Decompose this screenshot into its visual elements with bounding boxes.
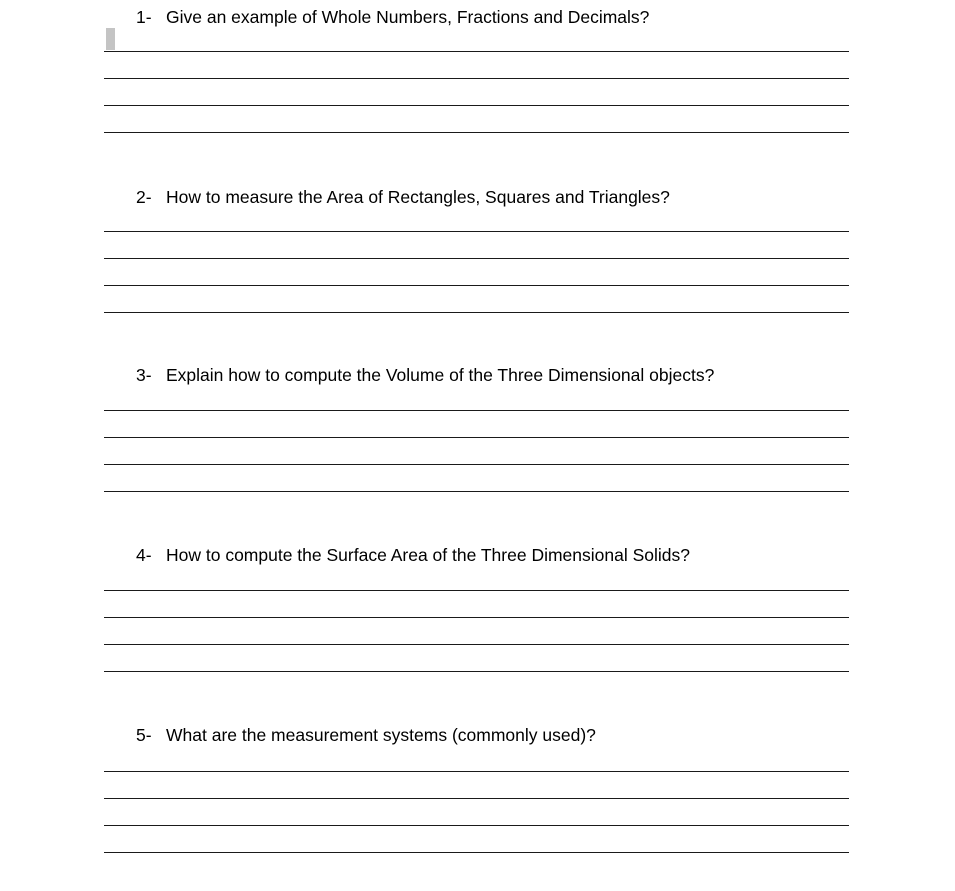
- answer-line[interactable]: [104, 231, 849, 232]
- answer-line[interactable]: [104, 312, 849, 313]
- text-cursor-marker: [106, 28, 115, 50]
- answer-line[interactable]: [104, 258, 849, 259]
- answer-line[interactable]: [104, 617, 849, 618]
- question-2: [136, 186, 670, 208]
- question-1: [136, 6, 649, 28]
- question-text: What are the measurement systems (commonly used)?: [166, 725, 596, 745]
- answer-line[interactable]: [104, 771, 849, 772]
- answer-line[interactable]: [104, 437, 849, 438]
- question-4: [136, 544, 690, 566]
- question-number: 4-: [136, 545, 152, 565]
- answer-line[interactable]: [104, 590, 849, 591]
- question-number: 2-: [136, 187, 152, 207]
- answer-line[interactable]: [104, 644, 849, 645]
- answer-line[interactable]: [104, 852, 849, 853]
- answer-line[interactable]: [104, 410, 849, 411]
- question-text: How to measure the Area of Rectangles, Squares and Triangles?: [166, 187, 670, 207]
- answer-line[interactable]: [104, 105, 849, 106]
- answer-line[interactable]: [104, 798, 849, 799]
- question-number: 5-: [136, 725, 152, 745]
- answer-line[interactable]: [104, 464, 849, 465]
- question-5: [136, 724, 596, 746]
- answer-line[interactable]: [104, 671, 849, 672]
- question-number: 3-: [136, 365, 152, 385]
- answer-line[interactable]: [104, 51, 849, 52]
- question-3: [136, 364, 714, 386]
- question-text: How to compute the Surface Area of the Three Dimensional Solids?: [166, 545, 690, 565]
- question-text: Explain how to compute the Volume of the Three Dimensional objects?: [166, 365, 715, 385]
- answer-line[interactable]: [104, 491, 849, 492]
- question-number: 1-: [136, 7, 152, 27]
- answer-line[interactable]: [104, 285, 849, 286]
- question-text: Give an example of Whole Numbers, Fractions and Decimals?: [166, 7, 650, 27]
- answer-line[interactable]: [104, 132, 849, 133]
- answer-line[interactable]: [104, 78, 849, 79]
- answer-line[interactable]: [104, 825, 849, 826]
